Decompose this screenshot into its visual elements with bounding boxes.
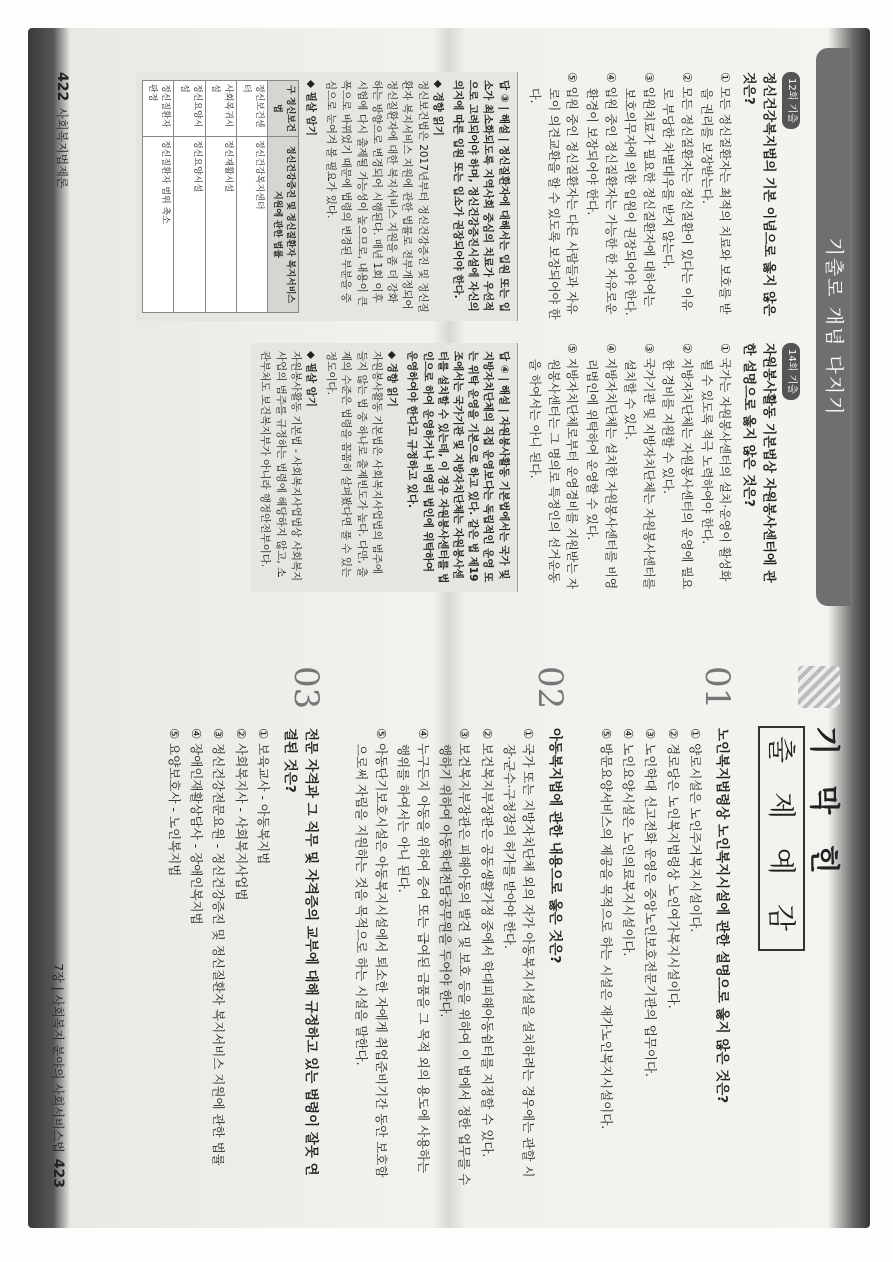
question-block bbox=[593, 666, 738, 1188]
question-title: 노인복지법령상 노인복지시설에 관한 설명으로 옳지 않은 것은? bbox=[714, 728, 731, 1104]
left-column bbox=[136, 72, 802, 321]
left-page bbox=[28, 28, 870, 626]
option: ① 모든 정신질환자는 최적의 치료와 보호를 받을 권리를 보장받는다. bbox=[699, 72, 733, 315]
answer-text: 답 ④ | 해설 | 자원봉사활동 기본법에서는 국가 및 지방자치단체의 직접 운영보다는 독립적인 운영 또는 위탁 운영을 기본으로 하고 있다. 같은 법 제19조에서는 국가기관 및 지방자치단체는 자원봉사센터를 설치할 수 있는데, 이 경우 자원봉사센터를 법인으로 하여 운영하거나 비영리 법인에 위탁하여 운영하여야 한다고 규정하고 있다. bbox=[406, 351, 510, 584]
question-title: 자원봉사활동 기본법상 자원봉사센터에 관한 설명으로 옳지 않은 것은? bbox=[741, 343, 777, 583]
option: ① 국가 또는 지방자치단체 외의 자가 아동복지시설을 설치하려는 경우에는 관할 시장·군수·구청장의 허가를 받아야 한다. bbox=[502, 728, 537, 1178]
option: ④ 노인요양시설은 노인의료복지시설이다. bbox=[621, 728, 637, 957]
decorative-pattern-icon bbox=[798, 666, 840, 708]
question-number: 02 bbox=[530, 666, 571, 710]
table-header: 정신건강증진 및 정신질환자 복지서비스 지원에 관한 법률 bbox=[267, 137, 298, 313]
option: ④ 입원 중인 정신질환자는 가능한 한 자유로운 환경이 보장되어야 한다. bbox=[585, 72, 618, 315]
option: ① 보육교사 - 아동복지법 bbox=[256, 728, 272, 865]
answer-box bbox=[136, 72, 517, 321]
right-page bbox=[28, 630, 870, 1228]
table-cell: 정신보건센터 bbox=[236, 81, 267, 137]
page-number: 422 bbox=[53, 72, 70, 102]
option: ③ 노인학대 신고전화 운영은 중앙노인보호전문기관의 업무이다. bbox=[643, 728, 659, 1077]
page-label: 7장 | 사회복지 분야의 사회서비스법 bbox=[50, 963, 65, 1153]
table-cell: 정신요양시설 bbox=[174, 137, 205, 313]
table-cell: 정신요양시설 bbox=[174, 81, 205, 137]
table-row bbox=[174, 81, 205, 313]
spread-rotated bbox=[28, 28, 870, 1228]
question-title: 정신건강복지법의 기본 이념으로 옳지 않은 것은? bbox=[741, 72, 777, 317]
option: ③ 정신건강전문요원 - 정신건강증진 및 정신질환자 복지서비스 지원에 관한 법률 bbox=[211, 728, 227, 1166]
table-row bbox=[205, 81, 236, 313]
table-cell: 정신질환자 판정 bbox=[143, 81, 174, 137]
table-header: 구 정신보건법 bbox=[267, 81, 298, 137]
page-number: 423 bbox=[49, 1158, 66, 1188]
option: ⑤ 아동단기보호시설은 아동복지시설에서 퇴소한 자에게 취업준비기간 동안 보호함으로써 자립을 지원하는 것을 목적으로 하는 시설을 말한다. bbox=[354, 728, 389, 1178]
page-footer-right bbox=[46, 964, 68, 1188]
option: ③ 보건복지부장관은 피해아동의 발견 및 보호 등을 위하여 이 법에서 정한 업무를 수행하기 위하여 아동학대전담공무원을 두어야 한다. bbox=[437, 728, 473, 1186]
option: ④ 장애인재활상담사 - 장애인복지법 bbox=[189, 728, 205, 925]
tip-text: 자원봉사활동 기본법은 사회복지사업법의 범주에 들지 않는 법 중 하나로 출제빈도가 높다. 다만, 출제의 수준은 법령을 꼼꼼히 살펴봤다면 풀 수 있는 정도이다. bbox=[325, 351, 383, 578]
section-banner: 기출로 개념 다지기 bbox=[816, 48, 850, 606]
table-row bbox=[236, 81, 267, 313]
page-subtitle: 출 제 예 감 bbox=[758, 726, 805, 951]
question-title: 아동복지법에 관한 내용으로 옳은 것은? bbox=[547, 728, 564, 964]
table-cell: 정신건강복지센터 bbox=[236, 137, 267, 313]
tip-title: ◆ 경향 읽기 bbox=[386, 351, 399, 407]
option: ④ 누구든지 아동을 위하여 증여 또는 급여된 금품을 그 목적 외의 용도에 사용하는 행위를 하여서는 아니 된다. bbox=[396, 728, 431, 1174]
option: ② 사회복지사 - 사회복지사업법 bbox=[233, 728, 249, 901]
book-spread bbox=[28, 28, 870, 1228]
option: ④ 지방자치단체는 설치한 자원봉사센터를 비영리법인에 위탁하여 운영할 수 있다. bbox=[585, 343, 618, 590]
page-label: 사회복지법제론 bbox=[54, 107, 69, 189]
question-title: 전문 자격과 그 직무 및 자격증의 교부에 대해 규정하고 있는 법령이 잘못 연결된 것은? bbox=[282, 728, 320, 1176]
table-row bbox=[143, 81, 174, 313]
tip-title: ◆ 경향 읽기 bbox=[431, 80, 444, 136]
tip-title: ◆ 필살 암기 bbox=[305, 351, 318, 407]
option: ⑤ 방문요양서비스의 제공을 목적으로 하는 시설은 재가노인복지시설이다. bbox=[598, 728, 614, 1130]
option: ① 국가는 자원봉사센터의 설치·운영이 활성화될 수 있도록 적극 노력하여야 한다. bbox=[699, 343, 733, 582]
option: ⑤ 입원 중인 정신질환자는 다른 사람들과 자유로이 의견교환을 할 수 있도록 보장되어야 한다. bbox=[528, 72, 580, 320]
option: ② 보건복지부장관은 공동생활가정 중에서 학대피해아동쉼터를 지정할 수 있다. bbox=[479, 728, 495, 1158]
page-footer-left bbox=[50, 72, 72, 188]
question-tag: 12회 기출 bbox=[783, 72, 801, 129]
right-column bbox=[136, 343, 802, 592]
tip-text: 자원봉사활동 기본법 - 사회복지사업법상 사회복지사업의 범주를 규정하는 법령에 해당하지 않고, 소관부처도 보건복지부가 아니라 행정안전부이다. bbox=[259, 351, 302, 582]
answer-box bbox=[251, 343, 518, 592]
option: ② 지방자치단체는 자원봉사센터의 운영에 필요한 경비를 지원할 수 있다. bbox=[661, 343, 695, 590]
option: ⑤ 지방자치단체로부터 운영경비를 지원받는 자원봉사센터는 그 명의로 특정인의 선거운동을 하여서는 아니 된다. bbox=[528, 343, 580, 590]
table-cell: 정신재활시설 bbox=[205, 137, 236, 313]
question-block bbox=[161, 666, 327, 1188]
tip-text: 정신보건법은 2017년부터 정신건강증진 및 정신질환자 복지서비스 지원에 관한 법률로 전부개정되어 정신질환자에 대한 복지서비스 지원을 좀 더 강화하는 방향으로 변경되어 시행된다. 매년 1회 이후 시험에 다시 출제될 가능성이 높으므로, 내용이 큰 폭으로 바뀌었기 때문에 법령의 변경된 부분을 중심으로 눈여겨 볼 필요가 있다. bbox=[325, 80, 429, 313]
option: ② 경로당은 노인복지법령상 노인여가복지시설이다. bbox=[665, 728, 681, 1009]
question-number: 01 bbox=[697, 666, 738, 710]
option: ③ 입원치료가 필요한 정신질환자에 대하여는 보호의무자에 의한 입원이 권장되어야 한다. bbox=[623, 72, 656, 316]
option: ③ 국가기관 및 지방자치단체는 자원봉사센터를 설치할 수 있다. bbox=[623, 343, 656, 590]
question-block bbox=[349, 666, 571, 1188]
page-title: 기 막 힌 bbox=[806, 726, 841, 884]
comparison-table bbox=[142, 80, 298, 313]
table-cell: 사회복귀시설 bbox=[205, 81, 236, 137]
option: ① 양로시설은 노인주거복지시설이다. bbox=[688, 728, 704, 933]
title-ribbon bbox=[758, 666, 840, 1188]
question-tag: 14회 기출 bbox=[783, 343, 801, 400]
question-number: 03 bbox=[286, 666, 327, 710]
answer-text: 답 ③ | 해설 | 정신질환자에 대해서는 입원 또는 입소가 최소화되도록 지역사회 중심의 치료가 우선적으로 고려되어야 하며, 정신건강증진시설에 자신의 의지에 따른 입원 또는 입소가 권장되어야 한다. bbox=[452, 80, 510, 313]
tip-title: ◆ 필살 암기 bbox=[305, 80, 318, 136]
option: ② 모든 정신질환자는 정신질환이 있다는 이유로 부당한 차별대우를 받지 않는다. bbox=[661, 72, 695, 311]
table-cell: 정신질환자 범위 축소 bbox=[143, 137, 174, 313]
option: ⑤ 요양보호사 - 노인복지법 bbox=[166, 728, 182, 877]
